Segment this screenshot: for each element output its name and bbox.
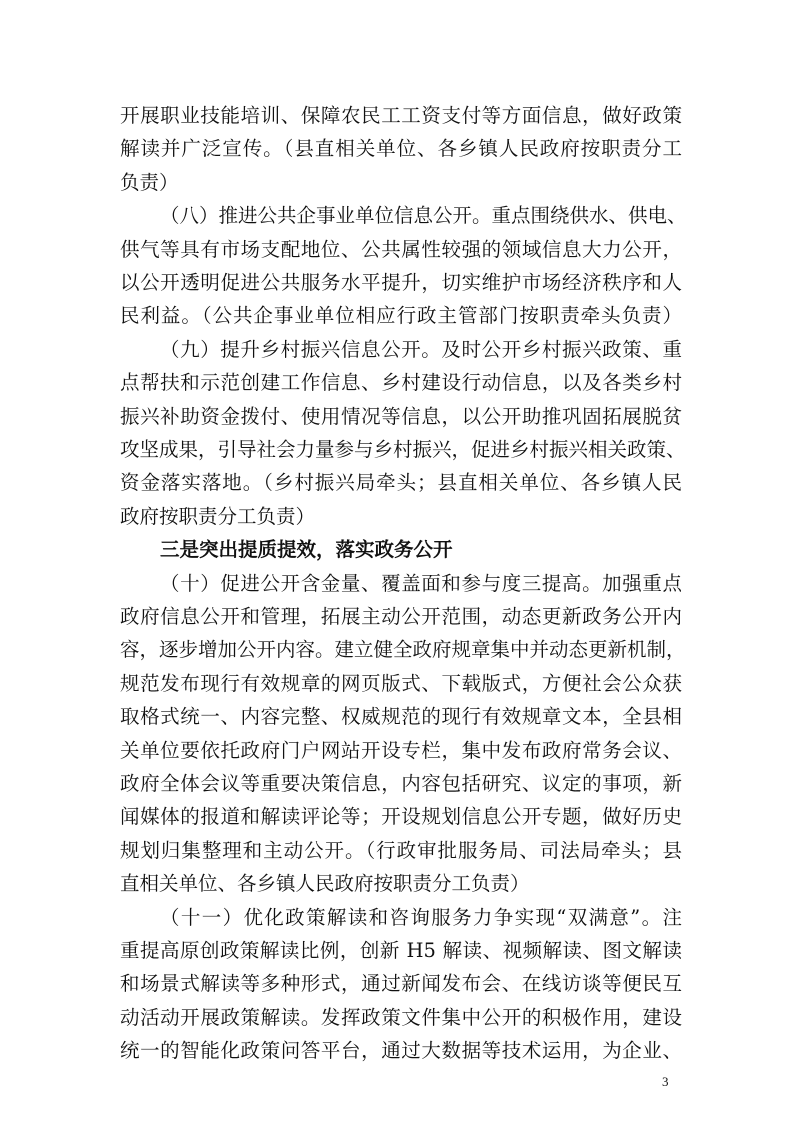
text-line: 动活动开展政策解读。发挥政策文件集中公开的积极作用，建设 (120, 1005, 682, 1029)
text-line: 振兴补助资金拨付、使用情况等信息，以公开助推巩固拓展脱贫 (120, 404, 682, 428)
text-line: 闻媒体的报道和解读评论等；开设规划信息公开专题，做好历史 (120, 805, 682, 829)
text-line: 关单位要依托政府门户网站开设专栏，集中发布政府常务会议、 (120, 738, 682, 762)
text-line: 供气等具有市场支配地位、公共属性较强的领域信息大力公开， (120, 237, 682, 261)
text-line: 和场景式解读等多种形式，通过新闻发布会、在线访谈等便民互 (120, 972, 682, 996)
text-line: 攻坚成果，引导社会力量参与乡村振兴，促进乡村振兴相关政策、 (120, 438, 686, 461)
text-line: （十一）优化政策解读和咨询服务力争实现“双满意”。注 (160, 905, 682, 929)
text-line: 民利益。（公共企事业单位相应行政主管部门按职责牵头负责） (120, 304, 682, 328)
text-line: 规划归集整理和主动公开。（行政审批服务局、司法局牵头；县 (120, 838, 682, 862)
text-line: （十）促进公开含金量、覆盖面和参与度三提高。加强重点 (160, 571, 682, 595)
text-line: 以公开透明促进公共服务水平提升，切实维护市场经济秩序和人 (120, 271, 682, 294)
text-line: 重提高原创政策解读比例，创新 H5 解读、视频解读、图文解读 (120, 939, 682, 962)
text-line: 规范发布现行有效规章的网页版式、下载版式，方便社会公众获 (120, 671, 682, 695)
text-line: 解读并广泛宣传。（县直相关单位、各乡镇人民政府按职责分工 (120, 137, 682, 161)
text-line: 资金落实落地。（乡村振兴局牵头；县直相关单位、各乡镇人民 (120, 471, 682, 495)
text-line: 统一的智能化政策问答平台，通过大数据等技术运用，为企业、 (120, 1039, 682, 1063)
text-line: 点帮扶和示范创建工作信息、乡村建设行动信息，以及各类乡村 (120, 371, 682, 395)
text-line: 政府全体会议等重要决策信息，内容包括研究、议定的事项，新 (120, 772, 682, 795)
text-line: 开展职业技能培训、保障农民工工资支付等方面信息，做好政策 (120, 104, 682, 127)
text-line: （九）提升乡村振兴信息公开。及时公开乡村振兴政策、重 (160, 337, 682, 361)
page-number: 3 (662, 1074, 669, 1089)
section-heading: 三是突出提质提效，落实政务公开 (160, 538, 453, 562)
text-line: 负责） (120, 170, 179, 194)
text-line: 直相关单位、各乡镇人民政府按职责分工负责） (120, 872, 530, 896)
text-line: 政府信息公开和管理，拓展主动公开范围，动态更新政务公开内 (120, 605, 682, 628)
text-line: 取格式统一、内容完整、权威规范的现行有效规章文本，全县相 (120, 705, 682, 729)
text-line: 政府按职责分工负责） (120, 504, 316, 528)
text-line: （八）推进公共企事业单位信息公开。重点围绕供水、供电、 (160, 204, 687, 228)
text-line: 容，逐步增加公开内容。建立健全政府规章集中并动态更新机制， (120, 638, 686, 662)
